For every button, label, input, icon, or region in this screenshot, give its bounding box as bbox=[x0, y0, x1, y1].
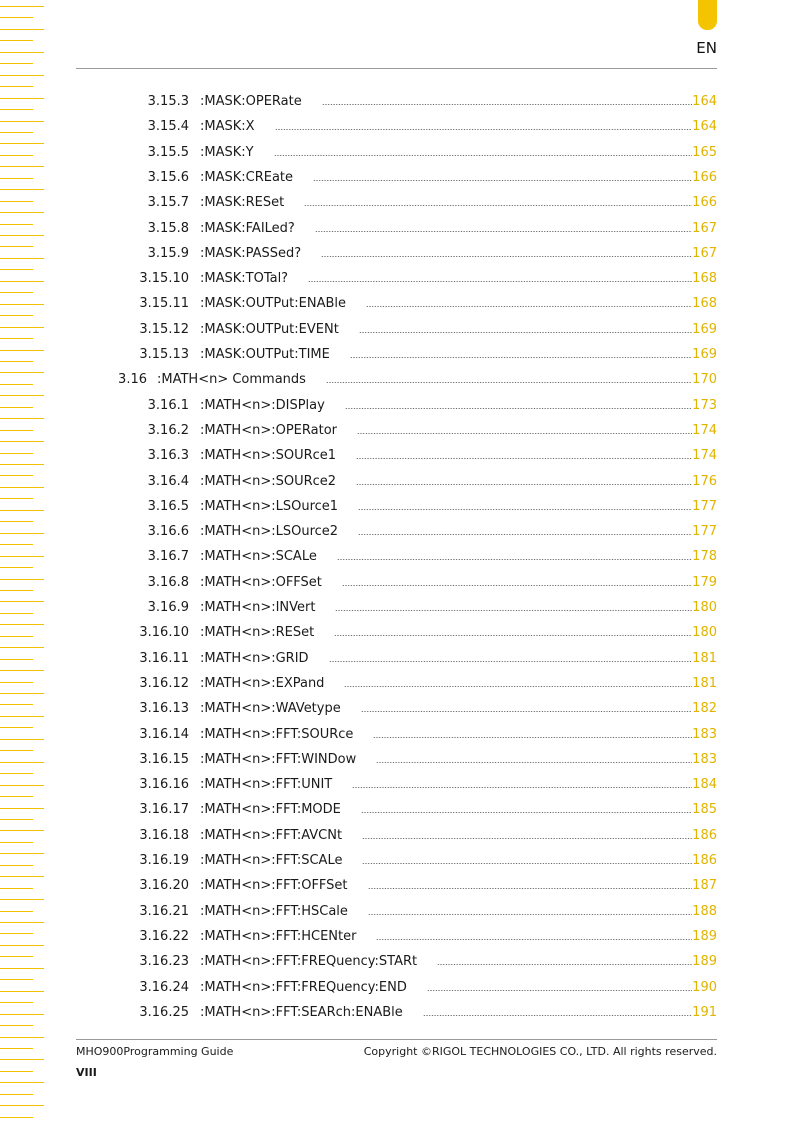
toc-leader-dots bbox=[313, 180, 692, 181]
toc-entry[interactable] bbox=[0, 317, 793, 342]
toc-entry[interactable] bbox=[0, 620, 793, 645]
toc-leader-dots bbox=[357, 433, 692, 434]
toc-entry-number: 3.15.5 bbox=[147, 144, 189, 160]
toc-entry-number: 3.16.14 bbox=[139, 726, 189, 742]
toc-entry-title: :MATH<n>:FFT:SCALe bbox=[200, 853, 343, 868]
stripe-line bbox=[0, 1105, 44, 1106]
toc-entry[interactable] bbox=[0, 266, 793, 291]
toc-entry-page[interactable]: 168 bbox=[692, 271, 717, 287]
toc-entry-page[interactable]: 174 bbox=[692, 422, 717, 438]
header-rule bbox=[76, 68, 717, 69]
toc-entry-title: :MATH<n>:SOURce2 bbox=[200, 473, 337, 489]
copyright-notice: Copyright ©RIGOL TECHNOLOGIES CO., LTD. All rights reserved. bbox=[363, 1045, 717, 1058]
toc-entry-page[interactable]: 181 bbox=[692, 650, 717, 666]
toc-leader-dots bbox=[352, 787, 692, 788]
toc-leader-dots bbox=[335, 610, 692, 611]
toc-entry-page[interactable]: 185 bbox=[692, 802, 717, 818]
toc-leader-dots bbox=[427, 990, 692, 991]
toc-entry[interactable] bbox=[0, 241, 793, 266]
toc-entry-page[interactable]: 180 bbox=[692, 600, 717, 615]
toc-entry-page[interactable]: 190 bbox=[692, 979, 717, 995]
toc-leader-dots bbox=[304, 205, 692, 206]
toc-entry[interactable] bbox=[0, 544, 793, 569]
toc-leader-dots bbox=[322, 104, 692, 105]
toc-leader-dots bbox=[308, 281, 692, 282]
toc-entry-number: 3.16.1 bbox=[147, 397, 189, 413]
toc-entry-title: :MATH<n>:SCALe bbox=[200, 549, 317, 565]
toc-entry-page[interactable]: 166 bbox=[692, 195, 717, 211]
stripe-line bbox=[0, 86, 33, 87]
toc-entry-title: :MASK:OUTPut:ENABle bbox=[200, 296, 347, 312]
toc-entry[interactable] bbox=[0, 216, 793, 241]
toc-entry[interactable] bbox=[0, 899, 793, 924]
toc-entry-title: :MASK:TOTal? bbox=[200, 271, 289, 287]
toc-leader-dots bbox=[362, 863, 692, 864]
toc-entry-page[interactable]: 181 bbox=[692, 675, 717, 691]
toc-entry-title: :MASK:OUTPut:EVENt bbox=[200, 321, 339, 337]
toc-entry-title: :MATH<n>:LSOurce2 bbox=[200, 524, 339, 540]
toc-entry-number: 3.16.9 bbox=[147, 600, 189, 615]
toc-entry-number: 3.16.25 bbox=[139, 1004, 189, 1020]
toc-entry-page[interactable]: 177 bbox=[692, 524, 717, 540]
stripe-line bbox=[0, 17, 33, 18]
toc-entry-title: :MATH<n>:DISPlay bbox=[200, 397, 325, 413]
toc-entry-number: 3.16.24 bbox=[139, 979, 189, 995]
stripe-line bbox=[0, 1037, 44, 1038]
toc-entry-title: :MASK:RESet bbox=[200, 195, 285, 211]
toc-entry-title: :MATH<n>:FFT:UNIT bbox=[200, 777, 333, 793]
toc-entry-page[interactable]: 183 bbox=[692, 726, 717, 742]
toc-entry-page[interactable]: 168 bbox=[692, 296, 717, 312]
toc-entry[interactable] bbox=[0, 190, 793, 215]
toc-entry-number: 3.15.8 bbox=[147, 220, 189, 236]
toc-entry-page[interactable]: 169 bbox=[692, 347, 717, 362]
toc-entry-number: 3.16.20 bbox=[139, 878, 189, 894]
toc-entry-page[interactable]: 167 bbox=[692, 220, 717, 236]
language-label: EN bbox=[696, 39, 717, 57]
toc-entry-page[interactable]: 189 bbox=[692, 954, 717, 970]
toc-leader-dots bbox=[361, 812, 692, 813]
stripe-line bbox=[0, 1094, 33, 1095]
toc-entry-title: :MATH<n>:FFT:FREQuency:END bbox=[200, 979, 407, 995]
toc-entry-number: 3.16 bbox=[118, 372, 147, 388]
toc-leader-dots bbox=[437, 964, 692, 965]
toc-entry-page[interactable]: 164 bbox=[692, 119, 717, 135]
toc-entry[interactable] bbox=[0, 367, 793, 392]
toc-entry-number: 3.15.4 bbox=[147, 119, 189, 135]
toc-entry-title: :MATH<n>:FFT:HSCale bbox=[200, 903, 348, 919]
toc-entry-number: 3.16.10 bbox=[139, 625, 189, 641]
toc-entry-page[interactable]: 179 bbox=[692, 574, 717, 590]
stripe-line bbox=[0, 6, 44, 7]
toc-leader-dots bbox=[274, 155, 692, 156]
toc-entry[interactable] bbox=[0, 342, 793, 367]
toc-entry-title: :MATH<n>:OPERator bbox=[200, 422, 337, 438]
toc-entry-number: 3.16.4 bbox=[147, 473, 189, 489]
footer-rule bbox=[76, 1039, 717, 1040]
toc-entry-number: 3.15.3 bbox=[147, 94, 189, 109]
stripe-line bbox=[0, 1082, 44, 1083]
toc-entry-title: :MATH<n>:FFT:HCENter bbox=[200, 928, 357, 944]
toc-entry-page[interactable]: 164 bbox=[692, 94, 717, 109]
toc-entry[interactable] bbox=[0, 823, 793, 848]
toc-entry-page[interactable]: 180 bbox=[692, 625, 717, 641]
toc-entry-page[interactable]: 170 bbox=[692, 372, 717, 388]
toc-entry-page[interactable]: 191 bbox=[692, 1004, 717, 1020]
toc-leader-dots bbox=[321, 256, 692, 257]
stripe-line bbox=[0, 52, 44, 53]
toc-entry-title: :MATH<n>:OFFSet bbox=[200, 574, 322, 590]
toc-entry-title: :MASK:OPERate bbox=[200, 94, 302, 109]
toc-entry-title: :MASK:Y bbox=[200, 144, 254, 160]
toc-leader-dots bbox=[275, 129, 692, 130]
toc-leader-dots bbox=[358, 534, 692, 535]
toc-entry-title: :MATH<n>:FFT:WINDow bbox=[200, 751, 357, 767]
toc-leader-dots bbox=[376, 939, 692, 940]
toc-entry[interactable] bbox=[0, 570, 793, 595]
toc-entry[interactable] bbox=[0, 949, 793, 974]
toc-entry-number: 3.16.15 bbox=[139, 751, 189, 767]
stripe-line bbox=[0, 1025, 33, 1026]
toc-entry-page[interactable]: 167 bbox=[692, 245, 717, 261]
toc-entry[interactable] bbox=[0, 671, 793, 696]
toc-entry[interactable] bbox=[0, 722, 793, 747]
toc-entry-number: 3.16.12 bbox=[139, 675, 189, 691]
toc-entry-page[interactable]: 186 bbox=[692, 853, 717, 868]
toc-entry-number: 3.16.6 bbox=[147, 524, 189, 540]
stripe-line bbox=[0, 1071, 33, 1072]
toc-leader-dots bbox=[359, 332, 692, 333]
toc-entry-number: 3.16.5 bbox=[147, 498, 189, 514]
toc-entry-page[interactable]: 174 bbox=[692, 448, 717, 464]
toc-entry-title: :MATH<n>:FFT:MODE bbox=[200, 802, 341, 818]
toc-leader-dots bbox=[345, 408, 692, 409]
toc-entry[interactable] bbox=[0, 924, 793, 949]
toc-entry-number: 3.16.19 bbox=[139, 853, 189, 868]
toc-entry-page[interactable]: 177 bbox=[692, 498, 717, 514]
toc-entry-page[interactable]: 188 bbox=[692, 903, 717, 919]
toc-entry-page[interactable]: 169 bbox=[692, 321, 717, 337]
toc-leader-dots bbox=[362, 838, 692, 839]
toc-entry[interactable] bbox=[0, 519, 793, 544]
toc-leader-dots bbox=[423, 1015, 692, 1016]
stripe-line bbox=[0, 29, 44, 30]
toc-entry-number: 3.16.7 bbox=[147, 549, 189, 565]
toc-entry-title: :MATH<n>:FFT:AVCNt bbox=[200, 827, 343, 843]
toc-entry-title: :MATH<n>:FFT:FREQuency:STARt bbox=[200, 954, 418, 970]
toc-entry[interactable] bbox=[0, 494, 793, 519]
toc-entry[interactable] bbox=[0, 975, 793, 1000]
toc-entry-number: 3.16.23 bbox=[139, 954, 189, 970]
toc-entry-title: :MATH<n>:WAVetype bbox=[200, 701, 341, 717]
page-number: VIII bbox=[76, 1066, 97, 1079]
toc-entry-page[interactable]: 189 bbox=[692, 928, 717, 944]
toc-leader-dots bbox=[373, 737, 692, 738]
toc-entry[interactable] bbox=[0, 595, 793, 620]
toc-leader-dots bbox=[376, 762, 692, 763]
toc-entry-title: :MATH<n>:INVert bbox=[200, 600, 316, 615]
language-tab-marker bbox=[698, 0, 717, 30]
toc-leader-dots bbox=[342, 585, 692, 586]
toc-entry-page[interactable]: 183 bbox=[692, 751, 717, 767]
stripe-line bbox=[0, 40, 33, 41]
stripe-line bbox=[0, 1048, 33, 1049]
toc-entry-title: :MATH<n>:FFT:SEARch:ENABle bbox=[200, 1004, 403, 1020]
toc-entry-number: 3.15.11 bbox=[139, 296, 189, 312]
toc-entry-number: 3.16.22 bbox=[139, 928, 189, 944]
toc-leader-dots bbox=[366, 306, 692, 307]
toc-entry[interactable] bbox=[0, 747, 793, 772]
toc-leader-dots bbox=[329, 661, 692, 662]
toc-leader-dots bbox=[337, 559, 692, 560]
toc-entry[interactable] bbox=[0, 165, 793, 190]
toc-entry[interactable] bbox=[0, 873, 793, 898]
toc-leader-dots bbox=[358, 509, 692, 510]
toc-leader-dots bbox=[368, 888, 692, 889]
toc-entry-number: 3.15.7 bbox=[147, 195, 189, 211]
toc-entry-number: 3.16.17 bbox=[139, 802, 189, 818]
toc-entry-title: :MASK:CREate bbox=[200, 169, 294, 185]
toc-entry[interactable] bbox=[0, 848, 793, 873]
toc-entry-page[interactable]: 182 bbox=[692, 701, 717, 717]
stripe-line bbox=[0, 63, 33, 64]
toc-entry-title: :MATH<n>:RESet bbox=[200, 625, 315, 641]
toc-entry-page[interactable]: 176 bbox=[692, 473, 717, 489]
toc-entry-title: :MASK:OUTPut:TIME bbox=[200, 347, 330, 362]
toc-entry[interactable] bbox=[0, 469, 793, 494]
toc-leader-dots bbox=[334, 635, 692, 636]
toc-entry[interactable] bbox=[0, 114, 793, 139]
toc-entry-number: 3.15.13 bbox=[139, 347, 189, 362]
toc-entry-title: :MATH<n>:EXPand bbox=[200, 675, 325, 691]
toc-entry-page[interactable]: 186 bbox=[692, 827, 717, 843]
toc-entry[interactable] bbox=[0, 89, 793, 114]
toc-entry-number: 3.16.16 bbox=[139, 777, 189, 793]
toc-entry[interactable] bbox=[0, 393, 793, 418]
toc-entry-page[interactable]: 173 bbox=[692, 397, 717, 413]
toc-entry[interactable] bbox=[0, 772, 793, 797]
toc-entry-number: 3.15.10 bbox=[139, 271, 189, 287]
toc-entry[interactable] bbox=[0, 140, 793, 165]
toc-entry-title: :MASK:X bbox=[200, 119, 255, 135]
toc-entry[interactable] bbox=[0, 291, 793, 316]
toc-entry-title: :MATH<n>:FFT:SOURce bbox=[200, 726, 354, 742]
document-title: MHO900Programming Guide bbox=[76, 1045, 234, 1058]
toc-entry-page[interactable]: 165 bbox=[692, 144, 717, 160]
toc-entry[interactable] bbox=[0, 696, 793, 721]
toc-entry-title: :MASK:PASSed? bbox=[200, 245, 302, 261]
toc-entry-number: 3.16.11 bbox=[139, 650, 189, 666]
toc-entry-title: :MATH<n> Commands bbox=[157, 372, 306, 388]
stripe-line bbox=[0, 1117, 33, 1118]
toc-leader-dots bbox=[368, 914, 692, 915]
toc-leader-dots bbox=[315, 231, 692, 232]
toc-entry-title: :MATH<n>:LSOurce1 bbox=[200, 498, 339, 514]
toc-entry-title: :MATH<n>:GRID bbox=[200, 650, 309, 666]
toc-entry[interactable] bbox=[0, 418, 793, 443]
toc-leader-dots bbox=[356, 484, 692, 485]
toc-entry-title: :MASK:FAILed? bbox=[200, 220, 295, 236]
toc-leader-dots bbox=[356, 458, 692, 459]
toc-entry[interactable] bbox=[0, 797, 793, 822]
toc-entry-number: 3.16.3 bbox=[147, 448, 189, 464]
toc-entry[interactable] bbox=[0, 443, 793, 468]
toc-entry-number: 3.15.6 bbox=[147, 169, 189, 185]
toc-entry-page[interactable]: 166 bbox=[692, 169, 717, 185]
toc-entry-number: 3.15.12 bbox=[139, 321, 189, 337]
toc-entry-title: :MATH<n>:SOURce1 bbox=[200, 448, 337, 464]
toc-entry-title: :MATH<n>:FFT:OFFSet bbox=[200, 878, 348, 894]
toc-entry-number: 3.16.2 bbox=[147, 422, 189, 438]
toc-leader-dots bbox=[361, 711, 692, 712]
stripe-line bbox=[0, 75, 44, 76]
toc-entry-page[interactable]: 178 bbox=[692, 549, 717, 565]
toc-entry-number: 3.16.8 bbox=[147, 574, 189, 590]
toc-entry[interactable] bbox=[0, 1000, 793, 1025]
toc-entry[interactable] bbox=[0, 646, 793, 671]
toc-entry-number: 3.15.9 bbox=[147, 245, 189, 261]
stripe-line bbox=[0, 1059, 44, 1060]
toc-leader-dots bbox=[350, 357, 692, 358]
toc-entry-page[interactable]: 184 bbox=[692, 777, 717, 793]
toc-entry-number: 3.16.13 bbox=[139, 701, 189, 717]
toc-leader-dots bbox=[344, 686, 692, 687]
toc-entry-page[interactable]: 187 bbox=[692, 878, 717, 894]
toc-leader-dots bbox=[326, 382, 692, 383]
toc-entry-number: 3.16.18 bbox=[139, 827, 189, 843]
toc-entry-number: 3.16.21 bbox=[139, 903, 189, 919]
